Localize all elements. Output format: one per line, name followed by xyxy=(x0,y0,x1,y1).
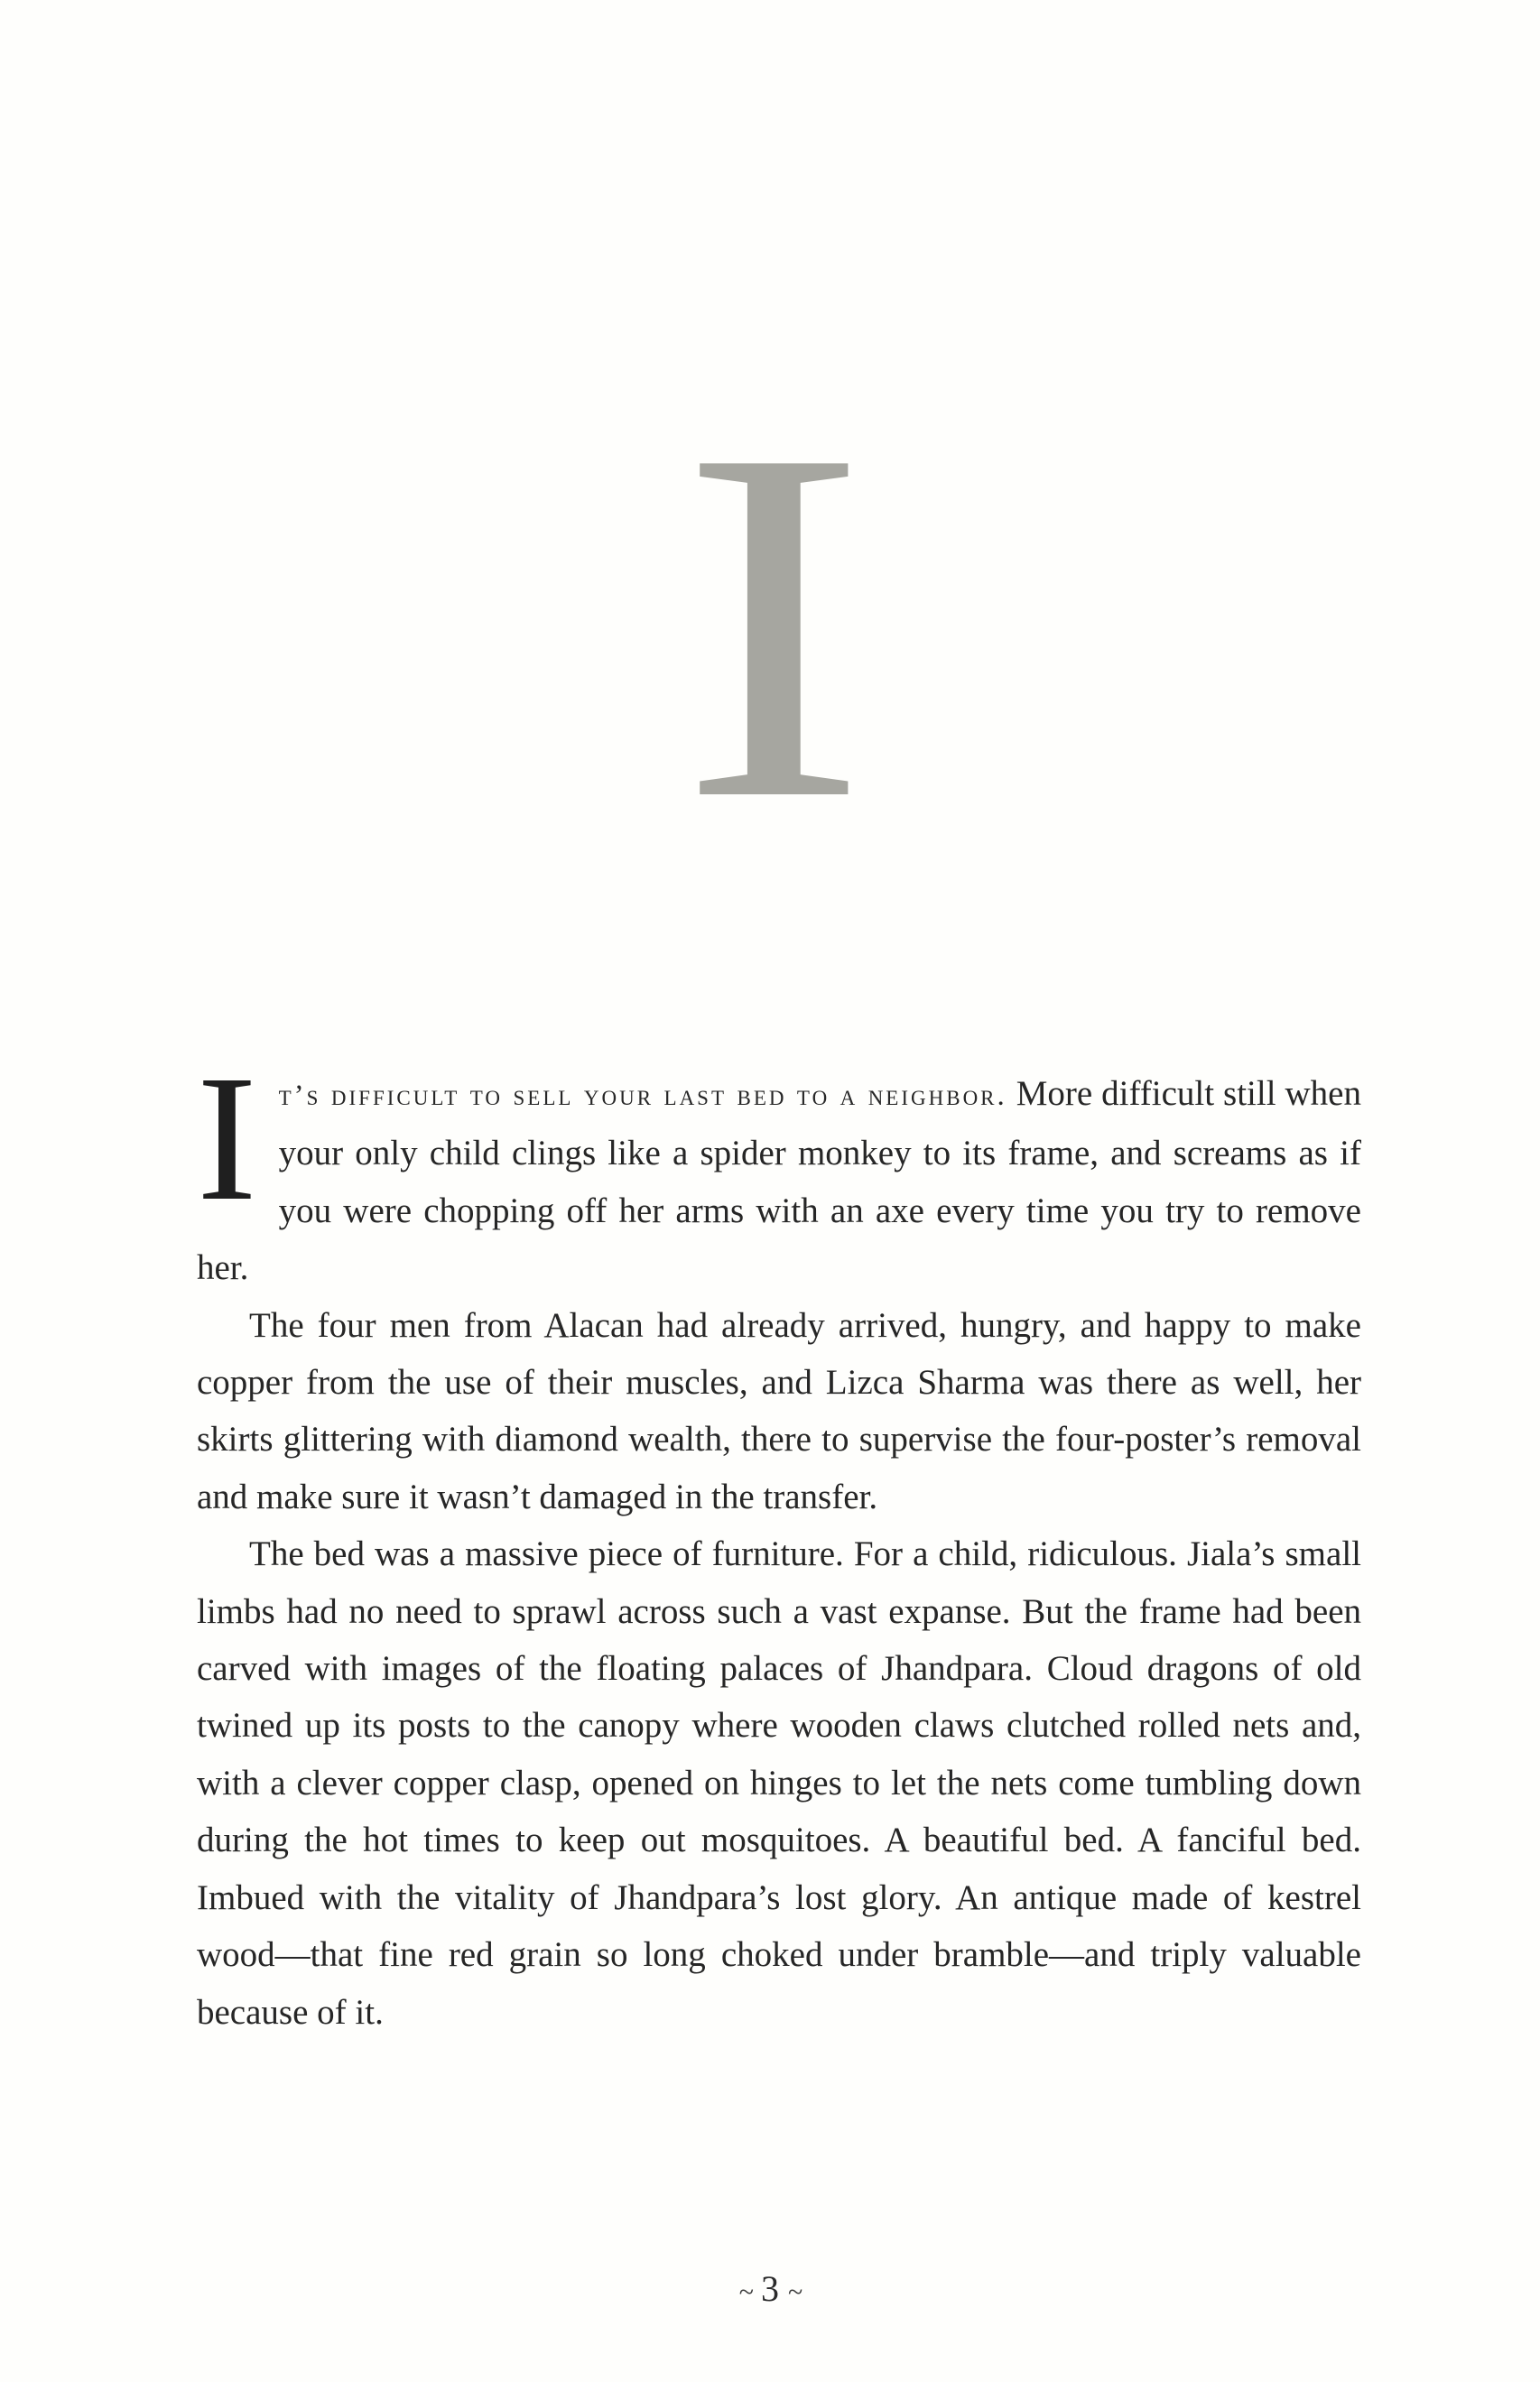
opening-paragraph xyxy=(197,1039,1361,1297)
opening-paragraph-text: More difficult still when your only child clings like a spider monkey to its frame, and screams as if you were chopping off her arms with an axe every time you try to remove her. xyxy=(197,1074,1361,1288)
chapter-body xyxy=(197,1039,1361,2041)
chapter-number: I xyxy=(679,345,868,904)
lead-in-small-caps: t’s difficult to sell your last bed to a neighbor. xyxy=(278,1080,1007,1112)
page-folio xyxy=(0,2267,1540,2310)
page-number: 3 xyxy=(761,2268,779,2309)
drop-cap: I xyxy=(197,1039,257,1238)
folio-ornament-right: ~ xyxy=(788,2276,802,2307)
paragraph: The four men from Alacan had already arrived, hungry, and happy to make copper from the use of their muscles, and Lizca Sharma was there as well, her skirts glittering with diamond wealth, there to supervise the four-poster’s removal and make sure it wasn’t damaged in the transfer. xyxy=(197,1305,1361,1516)
paragraph: The bed was a massive piece of furniture. For a child, ridiculous. Jiala’s small limbs had no need to sprawl across such a vast expanse. But the frame had been carved with images of the floating palaces of Jhandpara. Cloud dragons of old twined up its posts to the canopy where wooden claws clutched rolled nets and, with a clever copper clasp, opened on hinges to let the nets come tumbling down during the hot times to keep out mosquitoes. A beautiful bed. A fanciful bed. Imbued with the vitality of Jhandpara’s lost glory. An antique made of kestrel wood—that fine red grain so long choked under bramble—and triply valuable because of it. xyxy=(197,1534,1361,2032)
folio-ornament-left: ~ xyxy=(738,2276,752,2307)
